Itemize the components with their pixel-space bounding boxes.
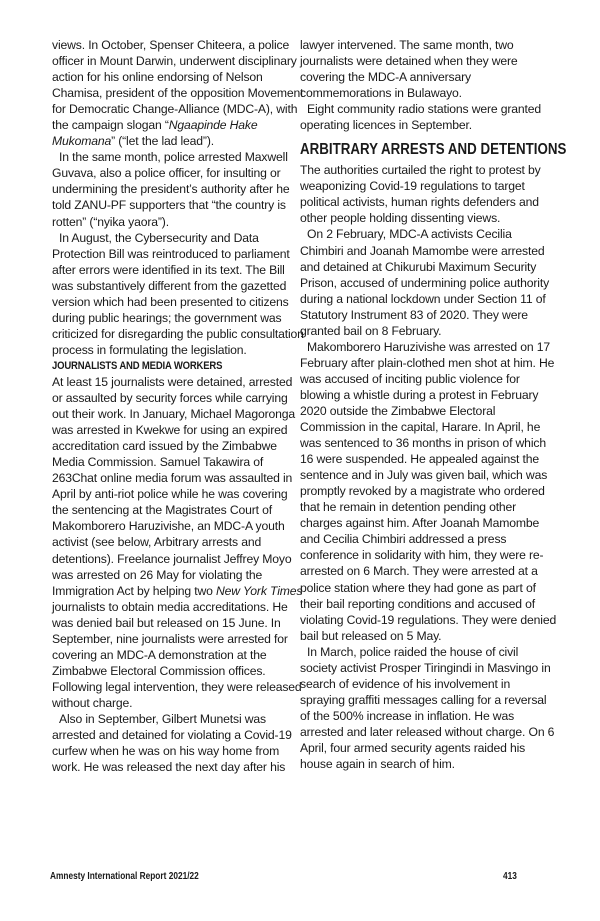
paragraph-text: views. In October, Spenser Chiteera, a police officer in Mount Darwin, underwent disciplinary action for his online endorsing of Nelson Chamisa, president of the opposition Movement for Democratic Change-Alliance (MDC-A), with the campaign slogan “ [52,38,304,133]
left-column [52,37,304,775]
paragraph [52,37,304,149]
subheading-journalists: JOURNALISTS AND MEDIA WORKERS [52,359,223,372]
right-column [300,37,567,772]
paragraph: lawyer intervened. The same month, two journalists were detained when they were covering the MDC-A anniversary commemorations in Bulawayo. [300,38,518,101]
paragraph-text: At least 15 journalists were detained, arrested or assaulted by security forces while carrying out their work. In January, Michael Magoronga was arrested in Kwekwe for using an expired accreditation card issued by the Zimbabwe Media Commission. Samuel Takawira of 263Chat online media forum was assaulted in April by anti-riot police while he was covering the sentencing at the Magistrates Court of Makomborero Haruzivishe, an MDC-A youth activist (see below, Arbitrary arrests and detentions). Freelance journalist Jeffrey Moyo was arrested on 26 May for violating the Immigration Act by helping two [52,374,295,598]
publication-italic: New York Times [216,583,303,598]
paragraph-text: journalists to obtain media accreditations. He was denied bail but released on 15 June. In September, nine journalists were arrested for covering an MDC-A demonstration at the Zimbabwe Electoral Commission offices. Following legal intervention, they were released without charge. [52,599,302,710]
paragraph: In August, the Cybersecurity and Data Protection Bill was reintroduced to parliament after errors were identified in its text. The Bill was substantively different from the gazetted version which had been presented to citizens during public hearings; the government was criticized for disregarding the public consultation process in formulating the legislation. [52,230,304,357]
paragraph: On 2 February, MDC-A activists Cecilia Chimbiri and Joanah Mamombe were arrested and detained at Chikurubi Maximum Security Prison, accused of undermining police authority during a national lockdown under Section 11 of Statutory Instrument 83 of 2020. They were granted bail on 8 February. [300,227,550,338]
paragraph: Eight community radio stations were granted operating licences in September. [300,102,542,133]
page-number: 413 [503,871,517,882]
section-heading-arbitrary-arrests: ARBITRARY ARRESTS AND DETENTIONS [300,141,567,159]
slogan-italic: Ngaapinde Hake Mukomana [52,118,258,149]
paragraph: In March, police raided the house of civil society activist Prosper Tiringindi in Masvingo in search of evidence of his involvement in spraying graffiti messages calling for a reversal of the 500% increase in inflation. He was arrested and later released without charge. On 6 April, four armed security agents raided his house again in search of him. [300,644,555,772]
paragraph: The authorities curtailed the right to protest by weaponizing Covid-19 regulations to target political activists, human rights defenders and other people holding dissenting views. [300,163,541,226]
paragraph-text: ” (“let the lad lead”). [111,134,214,149]
paragraph: Also in September, Gilbert Munetsi was arrested and detained for violating a Covid-19 curfew when he was on his way home from work. He was released the next day after his [52,711,292,775]
paragraph: Makomborero Haruzivishe was arrested on 17 February after plain-clothed men shot at him. He was accused of inciting public violence for blowing a whistle during a protest in February 2020 outside the Zimbabwe Electoral Commission in the capital, Harare. In April, he was sentenced to 36 months in prison of which 16 were suspended. He appealed against the sentence and in July was given bail, which was promptly revoked by a magistrate who ordered that he remain in detention pending other charges against him. After Joanah Mamombe and Cecilia Chimbiri addressed a press conference in solidarity with him, they were re-arrested on 6 March. They were arrested at a police station where they had gone as part of their bail reporting conditions and accused of violating Covid-19 regulations. They were denied bail but released on 5 May. [300,339,557,643]
paragraph [52,374,304,711]
paragraph: In the same month, police arrested Maxwell Guvava, also a police officer, for insulting or undermining the president’s authority after he told ZANU-PF supporters that “the country is rotten” (“nyika yaora”). [52,150,290,229]
publication-title: Amnesty International Report 2021/22 [50,871,199,882]
